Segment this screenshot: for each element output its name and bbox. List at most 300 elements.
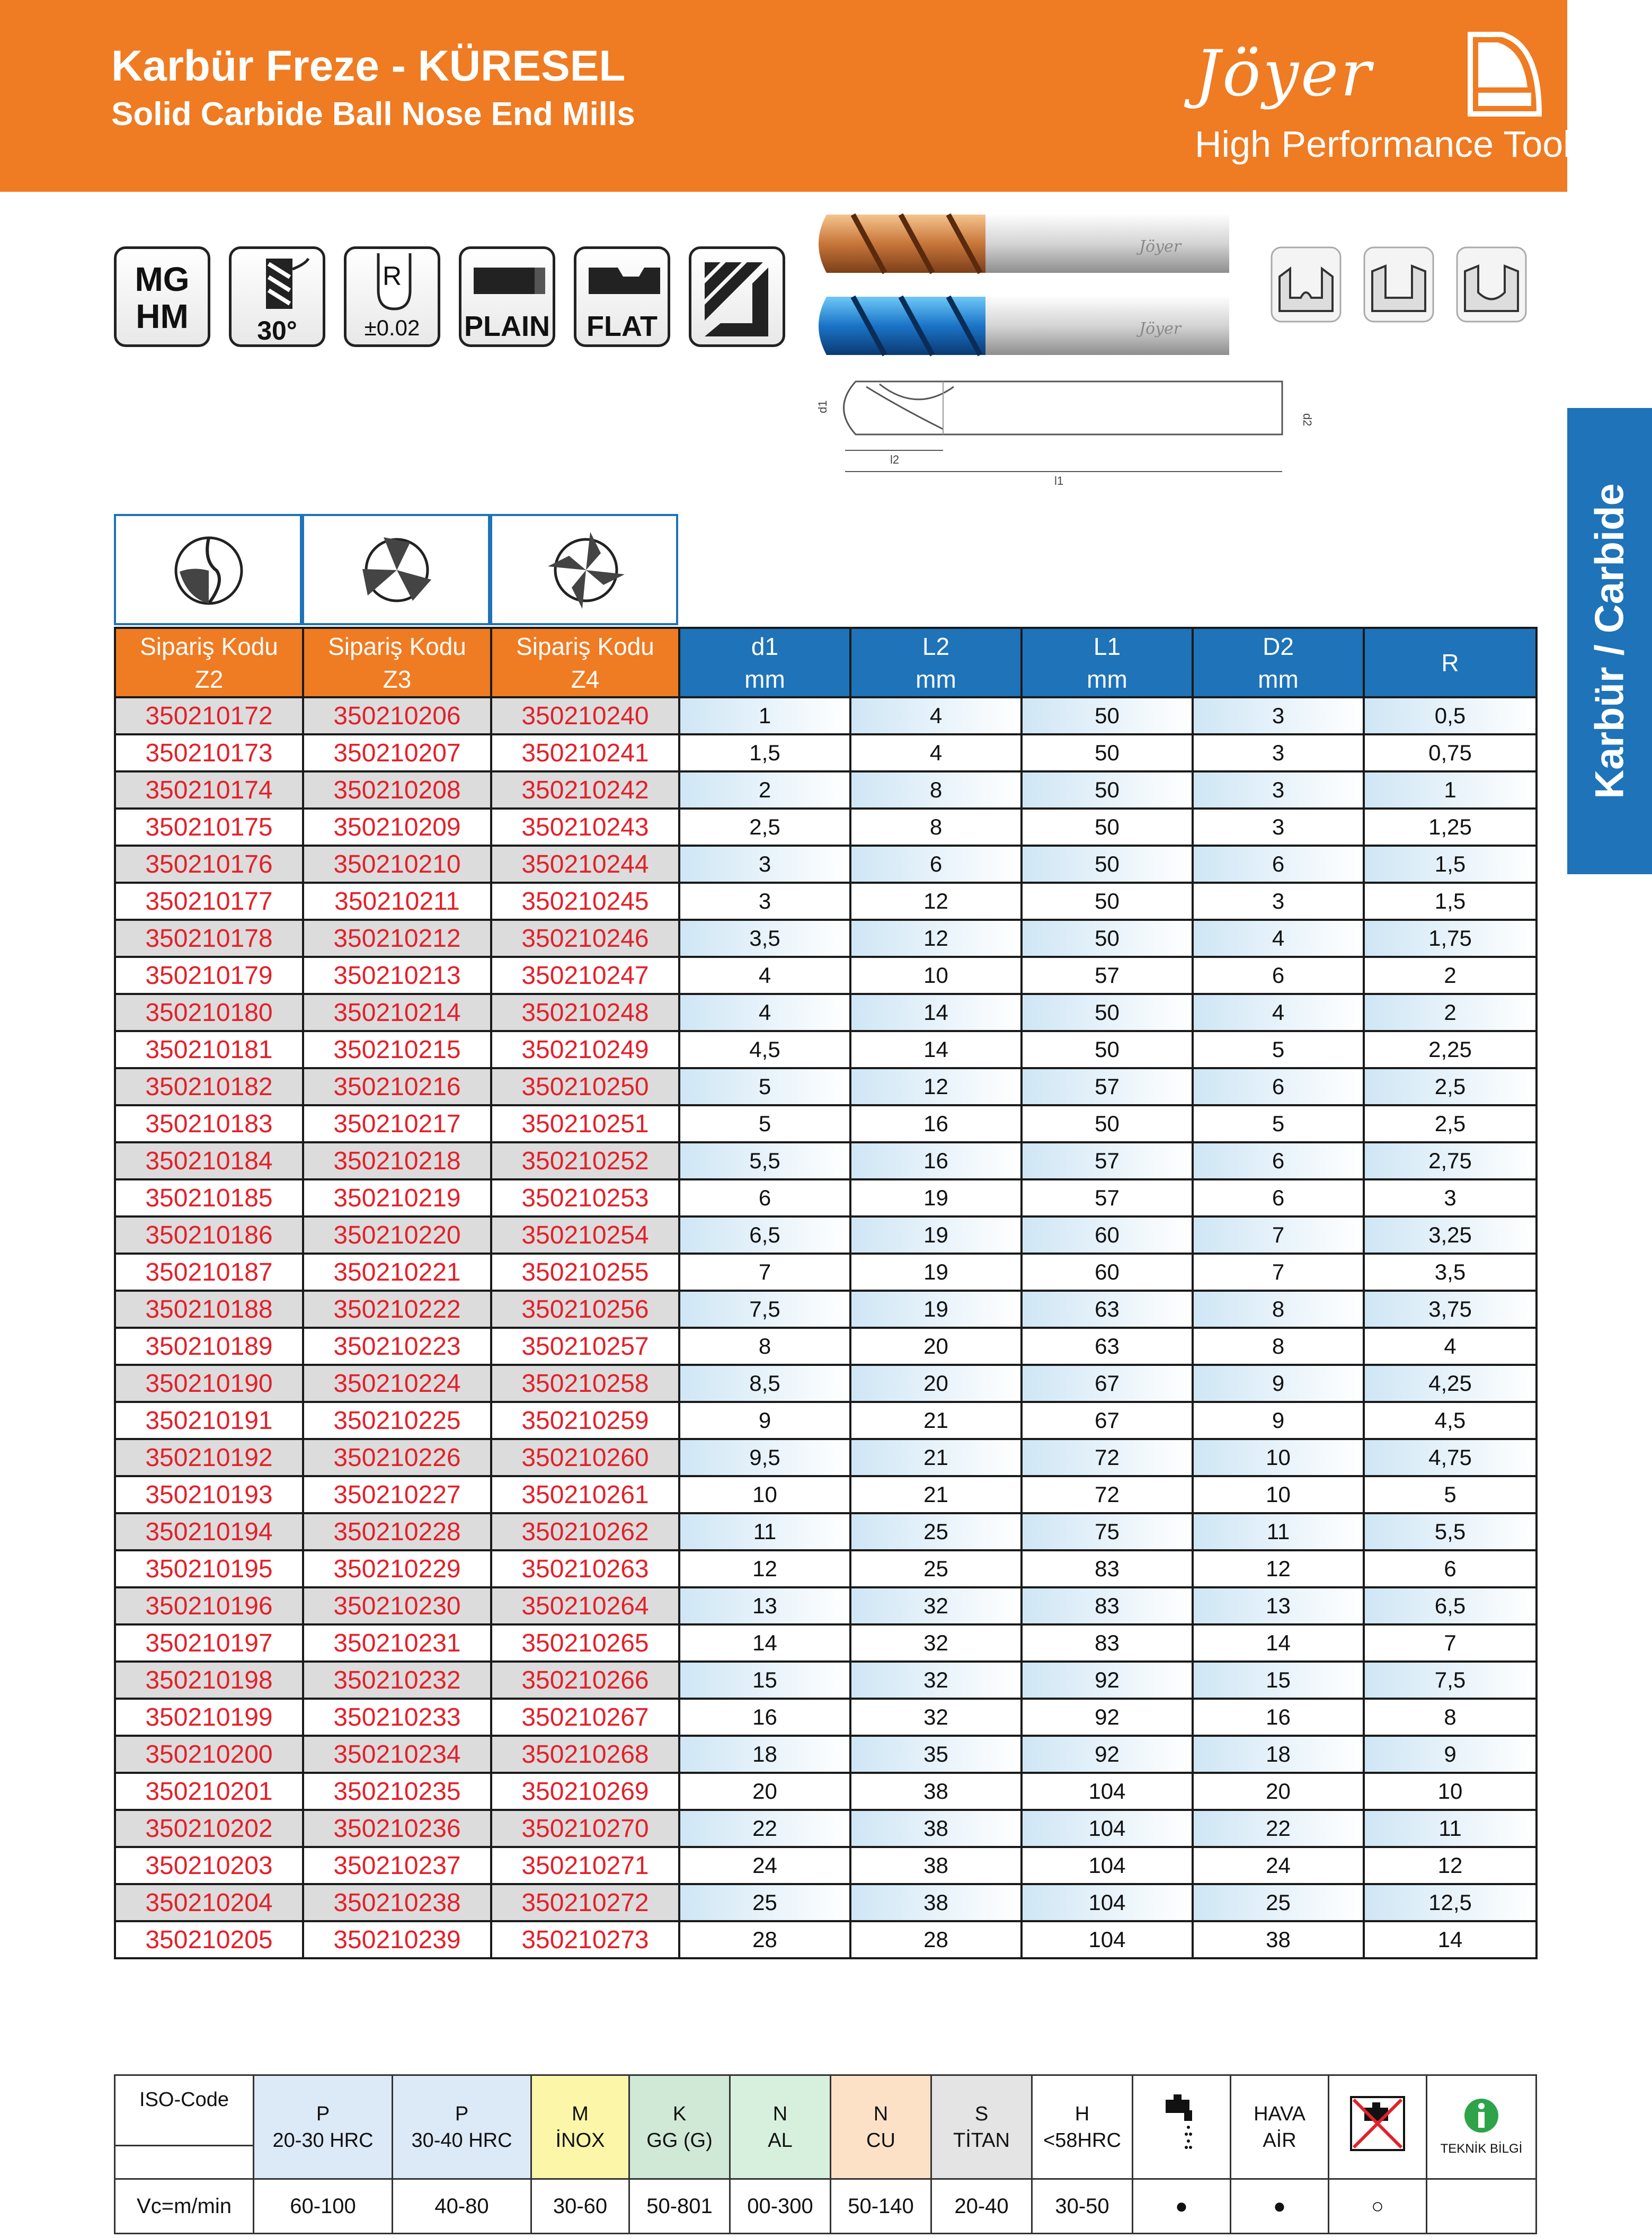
order-code-cell: 350210258 (491, 1365, 679, 1402)
dimension-cell: 4,25 (1364, 1365, 1536, 1402)
dimension-cell: 6 (1193, 957, 1364, 994)
dimension-cell: 50 (1022, 734, 1193, 771)
dimension-cell: 35 (850, 1736, 1022, 1773)
dimension-cell: 14 (850, 994, 1022, 1031)
order-code-cell: 350210206 (303, 697, 491, 734)
order-code-cell: 350210226 (303, 1439, 491, 1476)
cutting-speed-cell: 50-140 (831, 2179, 931, 2234)
column-header: D2 mm (1193, 628, 1364, 697)
dimension-cell: 0,5 (1364, 697, 1536, 734)
order-code-cell: 350210272 (491, 1884, 679, 1921)
dimension-cell: 3 (1193, 697, 1364, 734)
dimension-cell: 32 (850, 1699, 1022, 1736)
dimension-cell: 19 (850, 1291, 1022, 1328)
order-code-cell: 350210247 (491, 957, 679, 994)
order-code-cell: 350210230 (303, 1587, 491, 1624)
dimension-cell: 57 (1022, 1179, 1193, 1216)
dimension-cell: 8 (850, 771, 1022, 809)
table-row (115, 1142, 1536, 1179)
page-subtitle: Solid Carbide Ball Nose End Mills (111, 96, 635, 132)
dimension-cell: 20 (1193, 1773, 1364, 1810)
dimension-cell: 18 (1193, 1736, 1364, 1773)
dimension-cell: 22 (1193, 1810, 1364, 1847)
order-code-cell: 350210218 (303, 1142, 491, 1179)
column-header: R (1364, 628, 1536, 697)
radius-tolerance-icon: R ±0.02 (344, 246, 440, 347)
flute-z4-icon (490, 514, 678, 625)
order-code-cell: 350210235 (303, 1773, 491, 1810)
order-code-cell: 350210269 (491, 1773, 679, 1810)
dimension-cell: 6 (1193, 1068, 1364, 1105)
dimension-cell: 50 (1022, 883, 1193, 920)
dimension-cell: 50 (1022, 697, 1193, 734)
dimension-cell: 50 (1022, 994, 1193, 1031)
dimension-cell: 104 (1022, 1847, 1193, 1884)
dimension-cell: 22 (679, 1810, 850, 1847)
dimension-cell: 2,5 (1364, 1068, 1536, 1105)
dimension-cell: 12 (850, 883, 1022, 920)
table-header-row (115, 628, 1536, 697)
dimension-cell: 19 (850, 1179, 1022, 1216)
order-code-cell: 350210239 (303, 1921, 491, 1958)
order-code-cell: 350210173 (115, 734, 303, 771)
dimension-cell: 7 (1364, 1624, 1536, 1662)
order-code-cell: 350210264 (491, 1587, 679, 1624)
order-code-cell: 350210192 (115, 1439, 303, 1476)
dimension-cell: 38 (1193, 1921, 1364, 1958)
iso-cutting-speed-table (114, 2074, 1537, 2234)
order-code-cell: 350210223 (303, 1328, 491, 1365)
dimension-cell: 38 (850, 1810, 1022, 1847)
cutting-speed-cell: 50-801 (629, 2179, 730, 2234)
dimension-cell: 7,5 (1364, 1662, 1536, 1699)
table-row (115, 734, 1536, 771)
order-code-cell: 350210270 (491, 1810, 679, 1847)
column-header: Sipariş Kodu Z3 (303, 628, 491, 697)
order-code-cell: 350210220 (303, 1216, 491, 1254)
iso-material-cell: K GG (G) (629, 2075, 730, 2179)
order-code-cell: 350210178 (115, 920, 303, 957)
order-code-cell: 350210238 (303, 1884, 491, 1921)
dimension-cell: 4 (850, 697, 1022, 734)
dimension-cell: 21 (850, 1402, 1022, 1439)
order-code-cell: 350210237 (303, 1847, 491, 1884)
air-value-cell: ● (1231, 2179, 1329, 2234)
dimension-cell: 6 (1364, 1550, 1536, 1587)
order-code-cell: 350210215 (303, 1031, 491, 1068)
dimension-cell: 12,5 (1364, 1884, 1536, 1921)
order-code-cell: 350210179 (115, 957, 303, 994)
dimension-cell: 25 (1193, 1884, 1364, 1921)
iso-material-cell: N CU (831, 2075, 931, 2179)
order-code-cell: 350210187 (115, 1254, 303, 1291)
table-row (115, 1031, 1536, 1068)
table-row (115, 1921, 1536, 1958)
order-code-cell: 350210253 (491, 1179, 679, 1216)
order-code-cell: 350210202 (115, 1810, 303, 1847)
table-row (115, 994, 1536, 1031)
dimension-cell: 1,5 (1364, 846, 1536, 883)
dimension-cell: 75 (1022, 1513, 1193, 1550)
cutting-speed-cell: 60-100 (254, 2179, 393, 2234)
order-code-cell: 350210243 (491, 809, 679, 846)
dimension-cell: 9 (1364, 1736, 1536, 1773)
order-code-cell: 350210212 (303, 920, 491, 957)
order-code-cell: 350210236 (303, 1810, 491, 1847)
cutting-speed-cell: 40-80 (393, 2179, 531, 2234)
dimension-cell: 8 (850, 809, 1022, 846)
table-row (115, 1254, 1536, 1291)
order-code-cell: 350210251 (491, 1105, 679, 1142)
order-code-cell: 350210249 (491, 1031, 679, 1068)
order-code-cell: 350210213 (303, 957, 491, 994)
table-row (115, 1587, 1536, 1624)
table-row (115, 1439, 1536, 1476)
dimension-cell: 10 (1193, 1476, 1364, 1513)
order-code-cell: 350210175 (115, 809, 303, 846)
shank-flat-icon: FLAT (574, 246, 670, 347)
order-code-cell: 350210273 (491, 1921, 679, 1958)
table-row (115, 1402, 1536, 1439)
column-header: L1 mm (1022, 628, 1193, 697)
dimension-cell: 8,5 (679, 1365, 850, 1402)
column-header: Sipariş Kodu Z2 (115, 628, 303, 697)
table-row (115, 957, 1536, 994)
dimension-cell: 3 (1193, 771, 1364, 809)
dimension-cell: 9 (679, 1402, 850, 1439)
dimension-cell: 0,75 (1364, 734, 1536, 771)
dimension-cell: 5,5 (679, 1142, 850, 1179)
order-code-cell: 350210208 (303, 771, 491, 809)
dimension-cell: 12 (679, 1550, 850, 1587)
dimension-cell: 11 (679, 1513, 850, 1550)
dimension-cell: 63 (1022, 1328, 1193, 1365)
order-code-cell: 350210267 (491, 1699, 679, 1736)
dimension-cell: 2 (1364, 957, 1536, 994)
dimension-cell: 6 (1193, 846, 1364, 883)
order-code-cell: 350210207 (303, 734, 491, 771)
dimension-cell: 8 (1364, 1699, 1536, 1736)
dimension-cell: 18 (679, 1736, 850, 1773)
order-code-cell: 350210211 (303, 883, 491, 920)
dry-header-cell (1329, 2075, 1427, 2179)
dimension-cell: 15 (679, 1662, 850, 1699)
order-code-cell: 350210225 (303, 1402, 491, 1439)
order-code-cell: 350210228 (303, 1513, 491, 1550)
table-row (115, 1179, 1536, 1216)
page-title: Karbür Freze - KÜRESEL (111, 42, 626, 90)
air-header-cell: HAVA AİR (1231, 2075, 1329, 2179)
order-code-cell: 350210266 (491, 1662, 679, 1699)
dimension-cell: 50 (1022, 809, 1193, 846)
dimension-cell: 11 (1193, 1513, 1364, 1550)
order-code-cell: 350210268 (491, 1736, 679, 1773)
coolant-icon (1163, 2094, 1200, 2153)
dimension-cell: 19 (850, 1216, 1022, 1254)
dimension-cell: 8 (679, 1328, 850, 1365)
dimension-cell: 104 (1022, 1773, 1193, 1810)
dimension-cell: 28 (850, 1921, 1022, 1958)
dimension-cell: 92 (1022, 1699, 1193, 1736)
order-code-cell: 350210227 (303, 1476, 491, 1513)
dimension-cell: 4,5 (1364, 1402, 1536, 1439)
dimension-cell: 16 (850, 1105, 1022, 1142)
info-value-cell (1427, 2179, 1536, 2234)
iso-material-cell: P 30-40 HRC (393, 2075, 531, 2179)
dimension-cell: 5 (679, 1105, 850, 1142)
dimension-cell: 6 (679, 1179, 850, 1216)
dimension-cell: 1 (679, 697, 850, 734)
order-code-cell: 350210265 (491, 1624, 679, 1662)
flute-z2-icon (114, 514, 302, 625)
dimension-cell: 24 (679, 1847, 850, 1884)
dimension-cell: 2,5 (679, 809, 850, 846)
table-row (115, 1699, 1536, 1736)
dimension-cell: 12 (1193, 1550, 1364, 1587)
order-code-cell: 350210182 (115, 1068, 303, 1105)
order-code-cell: 350210204 (115, 1884, 303, 1921)
cutting-speed-cell: 30-50 (1032, 2179, 1133, 2234)
dimension-cell: 15 (1193, 1662, 1364, 1699)
dimension-cell: 3 (1193, 883, 1364, 920)
dimension-cell: 32 (850, 1624, 1022, 1662)
dimension-cell: 72 (1022, 1476, 1193, 1513)
table-row (115, 1328, 1536, 1365)
table-row (115, 1847, 1536, 1884)
dimension-cell: 16 (679, 1699, 850, 1736)
order-code-cell: 350210176 (115, 846, 303, 883)
order-code-cell: 350210233 (303, 1699, 491, 1736)
dimension-cell: 6 (850, 846, 1022, 883)
order-code-cell: 350210229 (303, 1550, 491, 1587)
coolant-value-cell: ● (1133, 2179, 1231, 2234)
order-code-cell: 350210240 (491, 697, 679, 734)
table-row (115, 883, 1536, 920)
flute-z3-icon (302, 514, 490, 625)
dimension-cell: 4 (1193, 920, 1364, 957)
brand-logo-icon (1465, 29, 1544, 119)
dimension-cell: 4 (1193, 994, 1364, 1031)
dimension-cell: 1,75 (1364, 920, 1536, 957)
order-code-cell: 350210181 (115, 1031, 303, 1068)
dimension-cell: 16 (850, 1142, 1022, 1179)
cutting-speed-cell: 30-60 (531, 2179, 629, 2234)
dimension-cell: 50 (1022, 1031, 1193, 1068)
dimension-cell: 3 (679, 883, 850, 920)
order-code-cell: 350210234 (303, 1736, 491, 1773)
dimension-cell: 5 (1193, 1031, 1364, 1068)
order-code-cell: 350210255 (491, 1254, 679, 1291)
iso-spacer-cell (115, 2146, 254, 2179)
table-row (115, 771, 1536, 809)
dimension-cell: 63 (1022, 1291, 1193, 1328)
iso-code-label: ISO-Code (115, 2075, 254, 2146)
table-row (115, 1105, 1536, 1142)
dimension-cell: 3 (1193, 734, 1364, 771)
dimension-cell: 5 (679, 1068, 850, 1105)
dimension-cell: 14 (679, 1624, 850, 1662)
slot-shape-icon-1 (1269, 245, 1343, 324)
dimension-cell: 5 (1193, 1105, 1364, 1142)
table-row (115, 1476, 1536, 1513)
dimension-cell: 1,5 (1364, 883, 1536, 920)
order-code-cell: 350210180 (115, 994, 303, 1031)
order-code-cell: 350210191 (115, 1402, 303, 1439)
order-code-cell: 350210271 (491, 1847, 679, 1884)
dimension-cell: 3 (1193, 809, 1364, 846)
order-code-cell: 350210193 (115, 1476, 303, 1513)
order-code-cell: 350210250 (491, 1068, 679, 1105)
order-code-cell: 350210174 (115, 771, 303, 809)
dimension-cell: 4,5 (679, 1031, 850, 1068)
dimension-cell: 16 (1193, 1699, 1364, 1736)
order-code-cell: 350210260 (491, 1439, 679, 1476)
iso-material-cell: P 20-30 HRC (254, 2075, 393, 2179)
dimension-cell: 5,5 (1364, 1513, 1536, 1550)
order-code-cell: 350210214 (303, 994, 491, 1031)
dimension-cell: 9 (1193, 1402, 1364, 1439)
dimension-cell: 10 (679, 1476, 850, 1513)
order-code-cell: 350210205 (115, 1921, 303, 1958)
order-code-cell: 350210190 (115, 1365, 303, 1402)
dimension-cell: 7 (679, 1254, 850, 1291)
dimension-cell: 14 (1193, 1624, 1364, 1662)
dimension-cell: 32 (850, 1662, 1022, 1699)
dimension-cell: 60 (1022, 1254, 1193, 1291)
no-coolant-icon (1348, 2094, 1407, 2153)
dimension-cell: 67 (1022, 1365, 1193, 1402)
helix-angle-icon: 30° (229, 246, 325, 347)
dimension-cell: 38 (850, 1884, 1022, 1921)
order-code-cell: 350210195 (115, 1550, 303, 1587)
table-row (115, 1736, 1536, 1773)
order-code-cell: 350210245 (491, 883, 679, 920)
order-code-cell: 350210197 (115, 1624, 303, 1662)
dimension-cell: 2,5 (1364, 1105, 1536, 1142)
order-code-cell: 350210244 (491, 846, 679, 883)
dimension-cell: 10 (1193, 1439, 1364, 1476)
dimension-cell: 14 (1364, 1921, 1536, 1958)
table-row (115, 1884, 1536, 1921)
column-header: Sipariş Kodu Z4 (491, 628, 679, 697)
dimension-cell: 20 (850, 1328, 1022, 1365)
dimension-cell: 50 (1022, 846, 1193, 883)
table-row (115, 1513, 1536, 1550)
slot-shape-icon-2 (1362, 245, 1436, 324)
dimension-cell: 3,5 (679, 920, 850, 957)
dimension-cell: 32 (850, 1587, 1022, 1624)
dimension-cell: 50 (1022, 1105, 1193, 1142)
dimension-cell: 50 (1022, 771, 1193, 809)
iso-material-cell: N AL (730, 2075, 831, 2179)
order-code-cell: 350210217 (303, 1105, 491, 1142)
order-code-cell: 350210200 (115, 1736, 303, 1773)
order-code-cell: 350210259 (491, 1402, 679, 1439)
dimension-cell: 13 (679, 1587, 850, 1624)
table-row (115, 1291, 1536, 1328)
order-code-cell: 350210219 (303, 1179, 491, 1216)
dimension-cell: 11 (1364, 1810, 1536, 1847)
dimension-cell: 24 (1193, 1847, 1364, 1884)
table-row (115, 846, 1536, 883)
table-row (115, 1550, 1536, 1587)
table-row (115, 809, 1536, 846)
l1-label: l1 (1054, 474, 1064, 487)
iso-material-cell: H <58HRC (1032, 2075, 1133, 2179)
dimension-cell: 2,75 (1364, 1142, 1536, 1179)
order-code-cell: 350210177 (115, 883, 303, 920)
order-code-cell: 350210203 (115, 1847, 303, 1884)
order-code-cell: 350210221 (303, 1254, 491, 1291)
dimension-cell: 1,25 (1364, 809, 1536, 846)
table-row (115, 920, 1536, 957)
dimension-cell: 92 (1022, 1662, 1193, 1699)
table-row (115, 1365, 1536, 1402)
order-code-cell: 350210254 (491, 1216, 679, 1254)
cutting-profile-icon (689, 246, 785, 347)
order-code-cell: 350210201 (115, 1773, 303, 1810)
coolant-header-cell (1133, 2075, 1231, 2179)
tool-brand-mark: Jöyer (1139, 319, 1182, 338)
dimension-cell: 9,5 (679, 1439, 850, 1476)
dimension-cell: 21 (850, 1476, 1022, 1513)
order-code-cell: 350210241 (491, 734, 679, 771)
dimension-cell: 104 (1022, 1921, 1193, 1958)
table-row (115, 1624, 1536, 1662)
table-row (115, 1810, 1536, 1847)
column-header: d1 mm (679, 628, 850, 697)
dimension-cell: 57 (1022, 1142, 1193, 1179)
dimension-cell: 104 (1022, 1810, 1193, 1847)
dimension-cell: 6,5 (1364, 1587, 1536, 1624)
dimension-cell: 3,75 (1364, 1291, 1536, 1328)
dimension-cell: 12 (850, 1068, 1022, 1105)
brand-name: Jöyer (1195, 37, 1373, 111)
dimension-cell: 1,5 (679, 734, 850, 771)
dimension-cell: 21 (850, 1439, 1022, 1476)
dimension-cell: 38 (850, 1773, 1022, 1810)
dimension-cell: 3,25 (1364, 1216, 1536, 1254)
dimension-cell: 28 (679, 1921, 850, 1958)
dimension-cell: 60 (1022, 1216, 1193, 1254)
dimension-cell: 38 (850, 1847, 1022, 1884)
dimension-cell: 7 (1193, 1254, 1364, 1291)
dimension-cell: 9 (1193, 1365, 1364, 1402)
dimension-cell: 83 (1022, 1624, 1193, 1662)
order-code-cell: 350210261 (491, 1476, 679, 1513)
order-code-cell: 350210242 (491, 771, 679, 809)
dimension-cell: 104 (1022, 1884, 1193, 1921)
order-code-cell: 350210199 (115, 1699, 303, 1736)
dimension-cell: 25 (850, 1513, 1022, 1550)
dimension-cell: 50 (1022, 920, 1193, 957)
dimension-cell: 57 (1022, 1068, 1193, 1105)
dimension-cell: 4,75 (1364, 1439, 1536, 1476)
dimension-cell: 4 (850, 734, 1022, 771)
info-icon (1463, 2097, 1500, 2134)
order-code-cell: 350210183 (115, 1105, 303, 1142)
dimension-cell: 20 (850, 1365, 1022, 1402)
cutting-speed-cell: 20-40 (931, 2179, 1032, 2234)
order-code-cell: 350210216 (303, 1068, 491, 1105)
order-code-cell: 350210210 (303, 846, 491, 883)
side-category-label: Karbür / Carbide (1587, 483, 1632, 799)
dimension-cell: 10 (850, 957, 1022, 994)
order-code-cell: 350210246 (491, 920, 679, 957)
material-mg-hm-icon: MG HM (114, 246, 210, 347)
dimension-cell: 3,5 (1364, 1254, 1536, 1291)
dimension-cell: 25 (850, 1550, 1022, 1587)
